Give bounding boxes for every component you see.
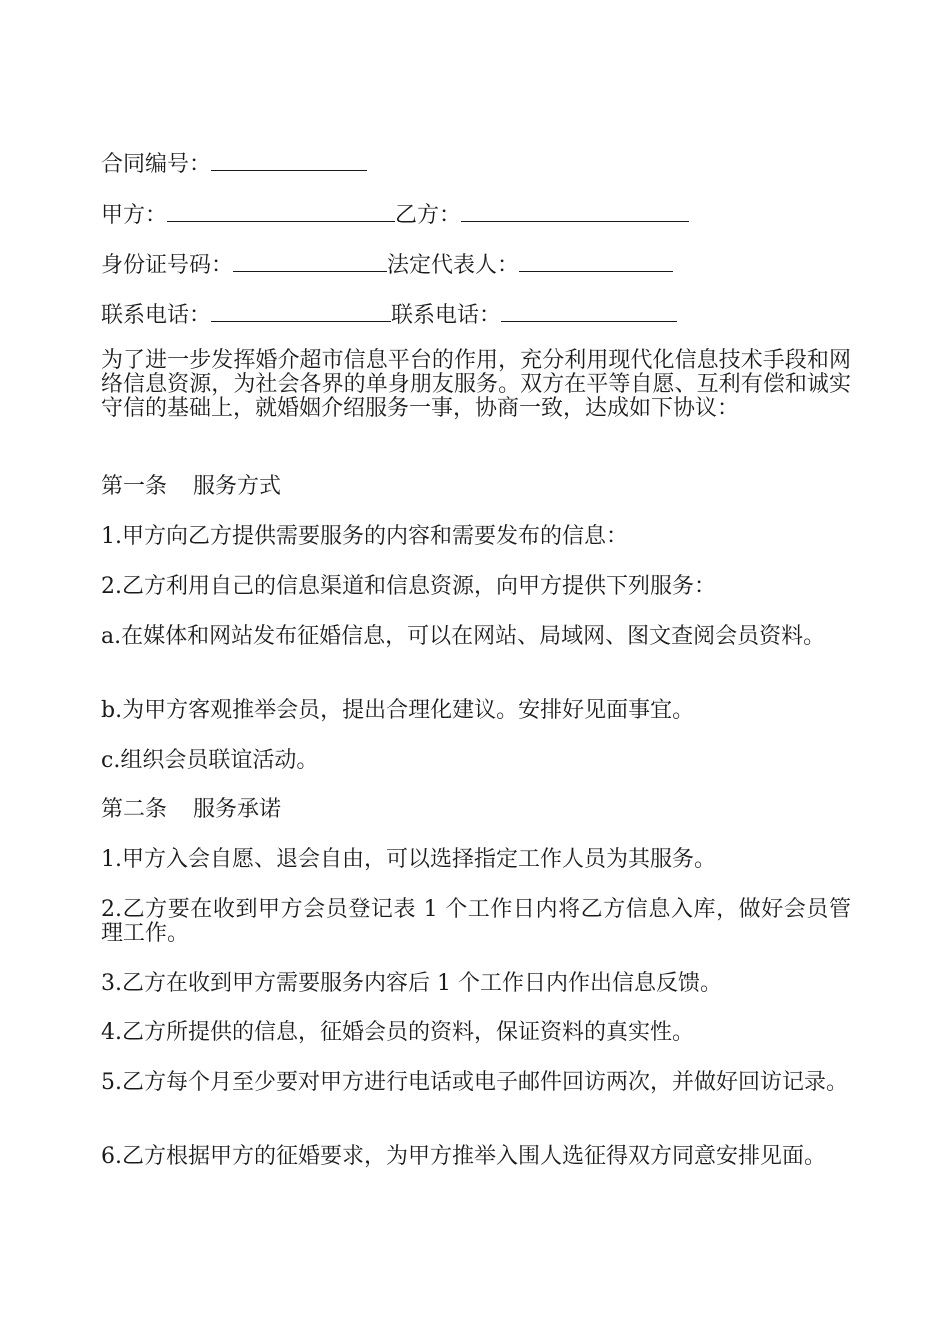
article2-item-2: 2.乙方要在收到甲方会员登记表 1 个工作日内将乙方信息入库，做好会员管理工作。 <box>101 897 851 946</box>
article1-item-a: a.在媒体和网站发布征婚信息，可以在网站、局域网、图文查阅会员资料。 <box>101 624 826 649</box>
phone-b-blank[interactable] <box>501 301 677 322</box>
article1-title: 服务方式 <box>193 474 282 499</box>
article2-title: 服务承诺 <box>193 797 282 822</box>
phone-a-label: 联系电话： <box>101 303 212 328</box>
phone-b-label: 联系电话： <box>391 303 502 328</box>
article1-item-c: c.组织会员联谊活动。 <box>101 748 319 773</box>
article2-item-4: 4.乙方所提供的信息，征婚会员的资料，保证资料的真实性。 <box>101 1020 694 1045</box>
contract-number-blank[interactable] <box>211 150 367 171</box>
intro-paragraph: 为了进一步发挥婚介超市信息平台的作用，充分利用现代化信息技术手段和网络信息资源，为社会各界的单身朋友服务。双方在平等自愿、互利有偿和诚实守信的基础上，就婚姻介绍服务一事，协商一致，达成如下协议： <box>101 348 851 421</box>
article2-item-5: 5.乙方每个月至少要对甲方进行电话或电子邮件回访两次，并做好回访记录。 <box>101 1070 848 1095</box>
article1-number: 第一条 <box>101 474 168 499</box>
phone-row <box>101 301 677 328</box>
article1-item-2: 2.乙方利用自己的信息渠道和信息资源，向甲方提供下列服务： <box>101 574 716 599</box>
article2-item-1: 1.甲方入会自愿、退会自由，可以选择指定工作人员为其服务。 <box>101 847 716 872</box>
parties-row <box>101 201 689 228</box>
article1-item-b: b.为甲方客观推举会员，提出合理化建议。安排好见面事宜。 <box>101 698 695 723</box>
article2-number: 第二条 <box>101 797 168 822</box>
id-number-blank[interactable] <box>233 251 387 272</box>
party-b-blank[interactable] <box>461 201 689 222</box>
phone-a-blank[interactable] <box>211 301 391 322</box>
article2-heading <box>101 798 281 822</box>
contract-number-label: 合同编号： <box>101 152 212 177</box>
id-number-label: 身份证号码： <box>101 253 234 278</box>
legal-rep-label: 法定代表人： <box>387 253 520 278</box>
legal-rep-blank[interactable] <box>519 251 673 272</box>
party-b-label: 乙方： <box>395 203 462 228</box>
contract-number-row <box>101 150 367 177</box>
party-a-label: 甲方： <box>101 203 168 228</box>
article1-item-1: 1.甲方向乙方提供需要服务的内容和需要发布的信息： <box>101 524 628 549</box>
id-row <box>101 251 673 278</box>
article2-item-3: 3.乙方在收到甲方需要服务内容后 1 个工作日内作出信息反馈。 <box>101 971 722 996</box>
article2-item-6: 6.乙方根据甲方的征婚要求，为甲方推举入围人选征得双方同意安排见面。 <box>101 1144 826 1169</box>
article1-heading <box>101 475 281 499</box>
party-a-blank[interactable] <box>167 201 395 222</box>
